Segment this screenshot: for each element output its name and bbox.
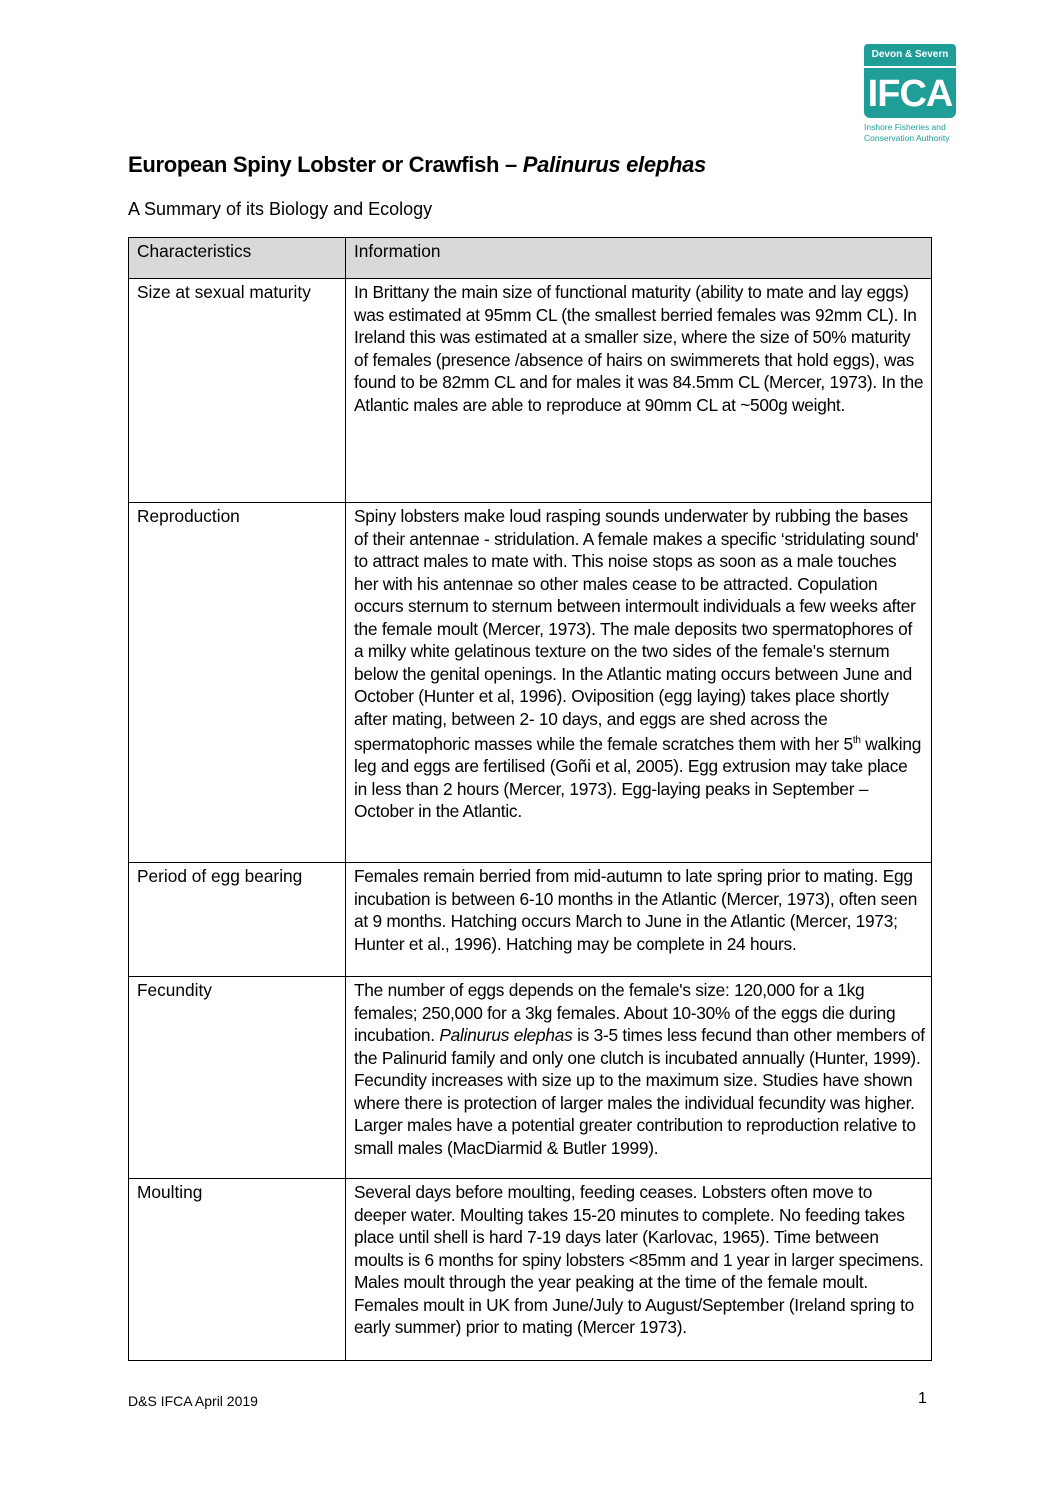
page-title xyxy=(128,152,706,178)
footer-text: D&S IFCA April 2019 xyxy=(128,1393,258,1409)
row-info-para-1: Several days before moulting, feeding ceases. Lobsters often move to deeper water. Moulting takes 15-20 minutes to complete. No feeding takes place until shell is hard 7-19 days later (Karlovac, 1965). Time between moults is 6 months for spiny lobsters <85mm and 1 year in larger specimens. xyxy=(354,1182,924,1270)
row-info xyxy=(346,503,932,863)
row-info-superscript: th xyxy=(852,735,861,746)
table-row xyxy=(129,503,932,863)
row-label: Fecundity xyxy=(129,977,346,1179)
table-row xyxy=(129,863,932,977)
logo-sub-line1: Inshore Fisheries and xyxy=(864,122,946,132)
row-info: Females remain berried from mid-autumn to late spring prior to mating. Egg incubation is between 6-10 months in the Atlantic (Mercer, 1973), often seen at 9 months. Hatching occurs March to June in the Atlantic (Mercer, 1973; Hunter et al., 1996). Hatching may be complete in 24 hours. xyxy=(346,863,932,977)
logo-subtitle xyxy=(864,122,974,144)
row-label: Reproduction xyxy=(129,503,346,863)
row-info xyxy=(346,1179,932,1361)
row-info-part-b: walking leg and eggs are fertilised (Goñi et al, 2005). Egg extrusion may take place in less than 2 hours (Mercer, 1973). Egg-laying peaks in September – October in the Atlantic. xyxy=(354,733,922,822)
header-characteristics: Characteristics xyxy=(129,238,346,279)
title-main: European Spiny Lobster or Crawfish – xyxy=(128,152,523,177)
logo-sub-line2: Conservation Authority xyxy=(864,133,950,143)
row-info xyxy=(346,977,932,1179)
table-row xyxy=(129,977,932,1179)
header-information: Information xyxy=(346,238,932,279)
title-species: Palinurus elephas xyxy=(522,152,706,177)
characteristics-table xyxy=(128,237,932,1361)
table-header-row xyxy=(129,238,932,279)
row-info-para-2: Males moult through the year peaking at the time of the female moult. Females moult in UK from June/July to August/September (Ireland spring to early summer) prior to mating (Mercer 1973). xyxy=(354,1272,914,1337)
row-label: Size at sexual maturity xyxy=(129,279,346,503)
row-info-part-a: Spiny lobsters make loud rasping sounds underwater by rubbing the bases of their antennae - stridulation. A female makes a specific ‘stridulating sound' to attract males to mate with. This noise stops as soon as a male touches her with his antennae so other males cease to be attracted. Copulation occurs sternum to sternum between intermoult individuals a few weeks after the female moult (Mercer, 1973). The male deposits two spermatophores of a milky white gelatinous texture on the two sides of the female's sternum below the genital openings. In the Atlantic mating occurs between June and October (Hunter et al, 1996). Oviposition (egg laying) takes place shortly after mating, between 2- 10 days, and eggs are shed across the spermatophoric masses while the female scratches them with her 5 xyxy=(354,506,919,754)
ifca-logo xyxy=(860,44,970,150)
logo-main-text: IFCA xyxy=(864,68,956,118)
row-info-part-a: The number of eggs depends on the female's size: 120,000 for a 1kg females; 250,000 for a 3kg females. About 10-30% of the eggs die during incubation. xyxy=(354,980,896,1045)
row-info-species: Palinurus elephas xyxy=(439,1025,573,1045)
row-info-part-b: is 3-5 times less fecund than other members of the Palinurid family and only one clutch is incubated annually (Hunter, 1999). Fecundity increases with size up to the maximum size. Studies have shown where there is protection of larger males the individual fecundity was higher. Larger males have a potential greater contribution to reproduction relative to small males (MacDiarmid & Butler 1999). xyxy=(354,1025,925,1158)
page-subtitle: A Summary of its Biology and Ecology xyxy=(128,199,433,219)
table-row xyxy=(129,279,932,503)
row-label: Moulting xyxy=(129,1179,346,1361)
row-label: Period of egg bearing xyxy=(129,863,346,977)
row-info: In Brittany the main size of functional maturity (ability to mate and lay eggs) was estimated at 95mm CL (the smallest berried females was 92mm CL). In Ireland this was estimated at a smaller size, where the size of 50% maturity of females (presence /absence of hairs on swimmerets that hold eggs), was found to be 82mm CL and for males it was 84.5mm CL (Mercer, 1973). In the Atlantic males are able to reproduce at 90mm CL at ~500g weight. xyxy=(346,279,932,503)
page-number: 1 xyxy=(918,1390,927,1407)
table-row xyxy=(129,1179,932,1361)
logo-top-text: Devon & Severn xyxy=(864,44,956,66)
